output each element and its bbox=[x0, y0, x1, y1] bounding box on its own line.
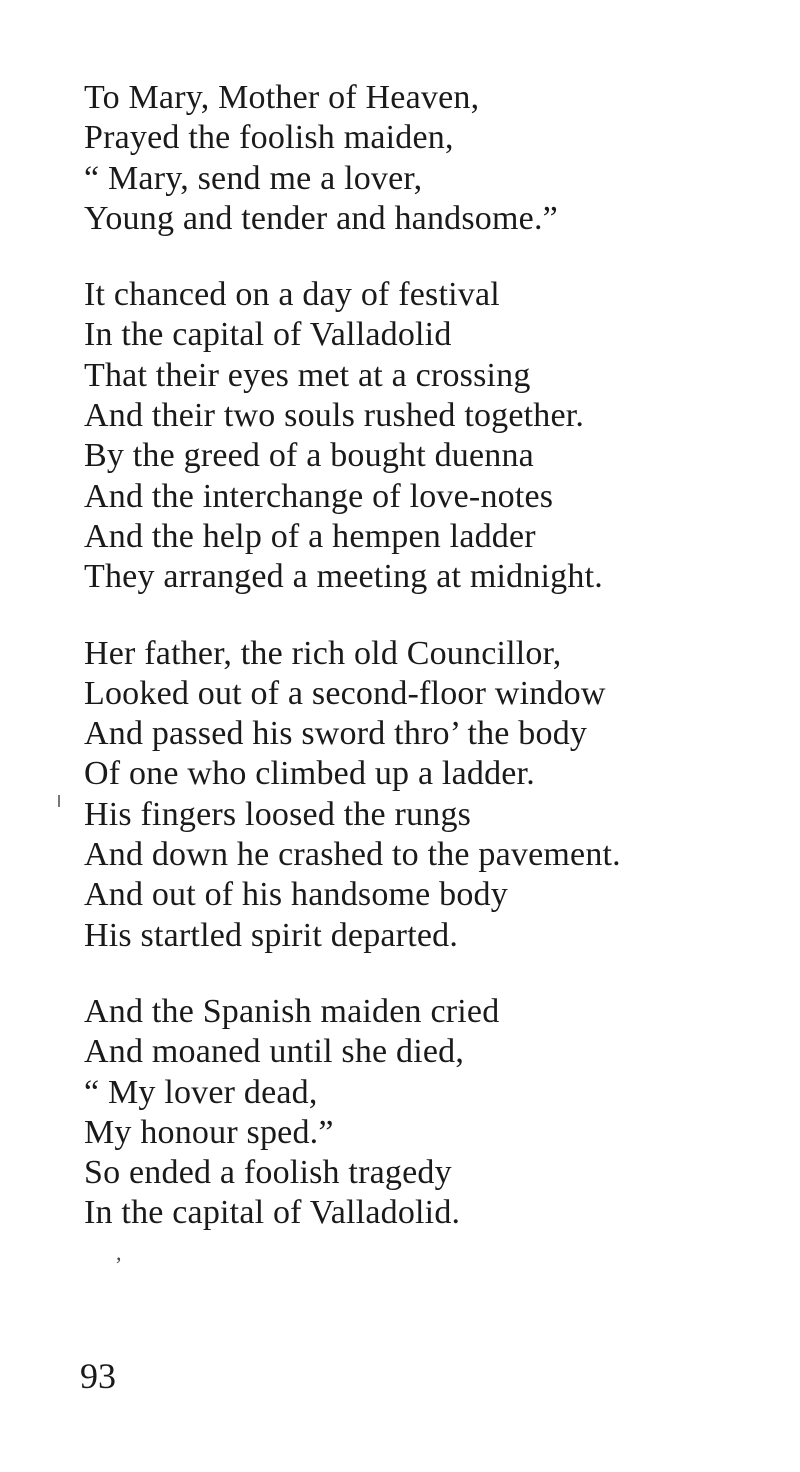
poem-line: They arranged a meeting at midnight. bbox=[84, 558, 603, 596]
poem-line: My honour sped.” bbox=[84, 1113, 334, 1151]
poem-line: It chanced on a day of festival bbox=[84, 276, 500, 314]
stanza-1 bbox=[84, 78, 784, 239]
stray-print-mark bbox=[58, 795, 60, 807]
page-number: 93 bbox=[80, 1356, 116, 1396]
poem-line: His fingers loosed the rungs bbox=[84, 795, 472, 833]
poem-line: That their eyes met at a crossing bbox=[84, 356, 531, 394]
poem-line: And the help of a hempen ladder bbox=[84, 517, 536, 555]
poem-line: To Mary, Mother of Heaven, bbox=[84, 79, 480, 116]
stray-comma-mark: , bbox=[116, 1240, 122, 1265]
poem-line: And down he crashed to the pavement. bbox=[84, 836, 621, 874]
poem-line: His startled spirit departed. bbox=[84, 916, 459, 954]
poem-line: “ Mary, send me a lover, bbox=[84, 159, 423, 197]
poem-line: And moaned until she died, bbox=[84, 1033, 465, 1071]
poem-line: And their two souls rushed together. bbox=[84, 397, 585, 435]
poem-line: And passed his sword thro’ the body bbox=[84, 715, 588, 753]
poem-line: In the capital of Valladolid bbox=[84, 316, 452, 354]
poem-line: Young and tender and handsome.” bbox=[84, 199, 558, 237]
stanza-2 bbox=[84, 275, 784, 597]
poem-line: “ My lover dead, bbox=[84, 1073, 318, 1111]
poem-line: Looked out of a second-floor window bbox=[84, 674, 606, 712]
poem-line: Of one who climbed up a ladder. bbox=[84, 755, 535, 793]
poem-line: So ended a foolish tragedy bbox=[84, 1154, 452, 1192]
poem-line: Prayed the foolish maiden, bbox=[84, 119, 454, 157]
poem-line: Her father, the rich old Councillor, bbox=[84, 634, 562, 672]
poem-line: In the capital of Valladolid. bbox=[84, 1194, 461, 1232]
poem-line: And the interchange of love-notes bbox=[84, 477, 554, 515]
poem-line: By the greed of a bought duenna bbox=[84, 437, 534, 475]
stanza-4 bbox=[84, 992, 784, 1234]
poem-line: And out of his handsome body bbox=[84, 876, 508, 914]
poem-line: And the Spanish maiden cried bbox=[84, 992, 500, 1030]
stanza-3 bbox=[84, 634, 784, 956]
poem bbox=[84, 78, 784, 1270]
